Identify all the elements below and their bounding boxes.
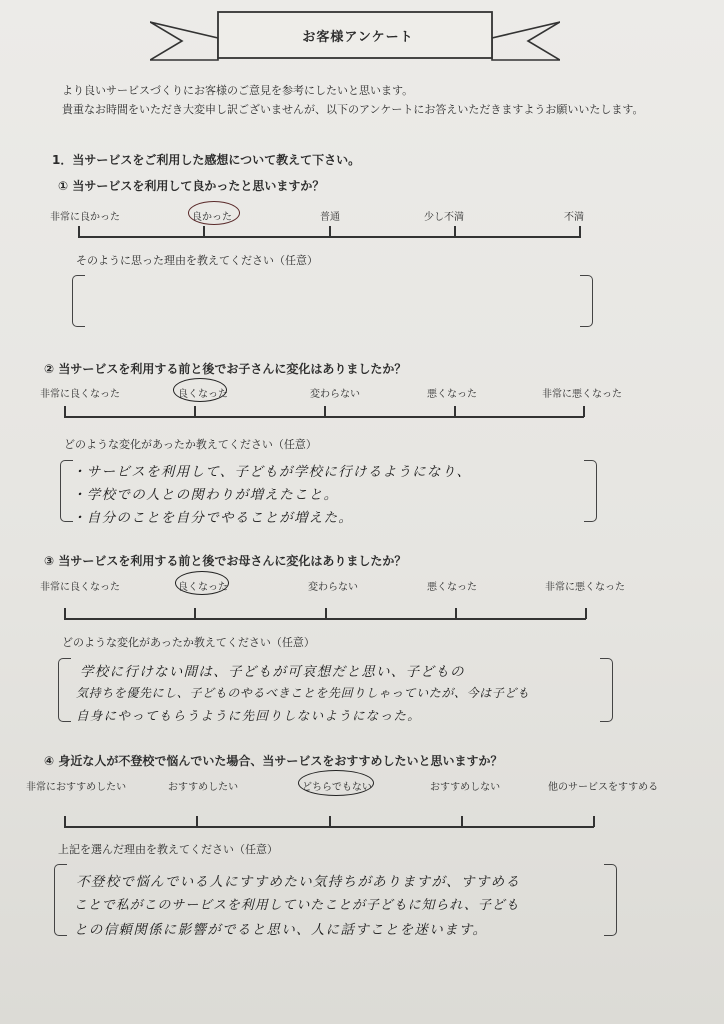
q1-option-2[interactable]: 良かった — [192, 212, 232, 223]
q1-option-5[interactable]: 不満 — [564, 212, 584, 223]
q3-answer-line-1: 学校に行けない間は、子どもが可哀想だと思い、子どもの — [80, 664, 465, 680]
q1-selection-circle — [188, 201, 240, 225]
q2-scale-tick — [454, 406, 456, 417]
q2-scale-tick — [583, 406, 585, 417]
q2-option-2[interactable]: 良くなった — [178, 389, 228, 400]
q3-scale-tick — [325, 608, 327, 619]
q2-scale-tick — [194, 406, 196, 417]
q3-option-2[interactable]: 良くなった — [178, 582, 228, 593]
q2-scale-tick — [324, 406, 326, 417]
q4-option-1[interactable]: 非常におすすめしたい — [26, 782, 127, 793]
intro-line-2: 貴重なお時間をいただき大変申し訳ございませんが、以下のアンケートにお答えいただきますようお願いいたします。 — [62, 103, 644, 116]
q1-scale-tick — [454, 226, 456, 237]
q3-answer-bracket-right — [600, 658, 613, 722]
q4-answer-line-1: 不登校で悩んでいる人にすすめたい気持ちがありますが、すすめる — [76, 874, 521, 890]
question-1-label: ① 当サービスを利用して良かったと思いますか？ — [58, 179, 325, 193]
q4-scale-tick — [64, 816, 66, 827]
q1-option-3[interactable]: 普通 — [320, 212, 340, 223]
question-4-label: ④ 身近な人が不登校で悩んでいた場合、当サービスをおすすめしたいと思いますか？ — [44, 754, 503, 768]
q3-option-1[interactable]: 非常に良くなった — [40, 582, 120, 593]
q3-scale-tick — [585, 608, 587, 619]
q2-reason-prompt: どのような変化があったか教えてください（任意） — [64, 438, 317, 451]
q1-reason-prompt: そのように思った理由を教えてください（任意） — [76, 254, 318, 267]
q4-answer-bracket-left — [54, 864, 67, 936]
q4-reason-prompt: 上記を選んだ理由を教えてください（任意） — [58, 843, 278, 856]
q3-scale-tick — [64, 608, 66, 619]
q3-scale-tick — [455, 608, 457, 619]
q1-scale-tick — [78, 226, 80, 237]
q1-scale-tick — [329, 226, 331, 237]
q3-scale-tick — [194, 608, 196, 619]
q4-answer-bracket-right — [604, 864, 617, 936]
q2-option-1[interactable]: 非常に良くなった — [40, 389, 120, 400]
q1-answer-bracket-left — [72, 275, 85, 327]
q4-option-5[interactable]: 他のサービスをすすめる — [548, 782, 659, 793]
q3-option-5[interactable]: 非常に悪くなった — [545, 582, 625, 593]
question-2-label: ② 当サービスを利用する前と後でお子さんに変化はありましたか？ — [44, 362, 407, 376]
q2-answer-line-2: ・学校での人との関わりが増えたこと。 — [72, 487, 339, 503]
q2-answer-line-1: ・サービスを利用して、子どもが学校に行けるようになり、 — [72, 464, 472, 480]
section-heading: 1．当サービスをご利用した感想について教えて下さい。 — [52, 153, 361, 167]
q1-answer-area[interactable] — [90, 282, 570, 322]
q4-scale-tick — [196, 816, 198, 827]
intro-line-1: より良いサービスづくりにお客様のご意見を参考にしたいと思います。 — [62, 84, 414, 97]
question-3-label: ③ 当サービスを利用する前と後でお母さんに変化はありましたか？ — [44, 554, 407, 568]
q3-answer-line-3: 自身にやってもらうように先回りしないようになった。 — [76, 708, 422, 723]
q3-option-3[interactable]: 変わらない — [308, 582, 358, 593]
q3-answer-bracket-left — [58, 658, 71, 722]
q4-selection-circle — [298, 770, 374, 796]
q4-scale-tick — [329, 816, 331, 827]
q1-scale-tick — [579, 226, 581, 237]
q2-selection-circle — [173, 378, 227, 402]
q3-answer-line-2: 気持ちを優先にし、子どものやるべきことを先回りしゃっていたが、今は子ども — [76, 686, 530, 700]
q1-answer-bracket-right — [580, 275, 593, 327]
q2-answer-line-3: ・自分のことを自分でやることが増えた。 — [72, 510, 354, 526]
q2-option-5[interactable]: 非常に悪くなった — [542, 389, 622, 400]
q4-option-4[interactable]: おすすめしない — [430, 782, 501, 793]
q2-scale-tick — [64, 406, 66, 417]
survey-title: お客様アンケート — [302, 30, 414, 45]
q2-option-3[interactable]: 変わらない — [310, 389, 360, 400]
q2-answer-bracket-right — [584, 460, 597, 522]
q4-answer-line-2: ことで私がこのサービスを利用していたことが子どもに知られ、子ども — [74, 898, 520, 913]
q4-option-3[interactable]: どちらでもない — [302, 782, 372, 793]
q4-option-2[interactable]: おすすめしたい — [168, 782, 239, 793]
q3-selection-circle — [175, 571, 229, 595]
q4-scale-tick — [461, 816, 463, 827]
q1-option-4[interactable]: 少し不満 — [424, 212, 464, 223]
q1-scale-tick — [203, 226, 205, 237]
q3-reason-prompt: どのような変化があったか教えてください（任意） — [62, 636, 315, 649]
q4-scale-tick — [593, 816, 595, 827]
q1-option-1[interactable]: 非常に良かった — [50, 212, 120, 223]
q2-option-4[interactable]: 悪くなった — [427, 389, 477, 400]
q4-answer-line-3: との信頼関係に影響がでると思い、人に話すことを迷います。 — [74, 922, 488, 938]
q3-option-4[interactable]: 悪くなった — [427, 582, 477, 593]
